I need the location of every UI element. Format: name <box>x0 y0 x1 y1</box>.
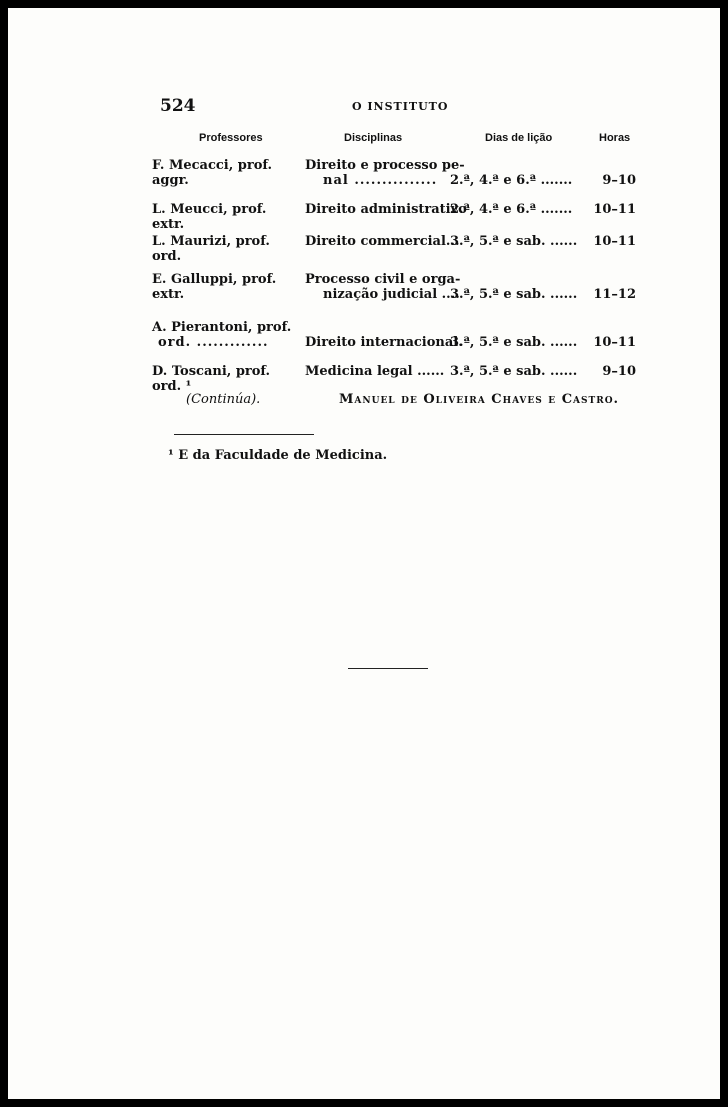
page-header <box>152 96 636 118</box>
column-header-professores: Professores <box>199 132 263 144</box>
row-horas: 11–12 <box>593 287 636 302</box>
row-horas: 9–10 <box>602 173 636 188</box>
row-horas: 10–11 <box>593 335 636 350</box>
footnote: ¹ E da Faculdade de Medicina. <box>168 448 388 463</box>
column-header-dias: Dias de lição <box>485 132 553 144</box>
running-title: O INSTITUTO <box>352 100 449 113</box>
row-disciplina: Processo civil e orga- nização judicial .... <box>305 272 461 302</box>
row-professor: E. Galluppi, prof. extr. <box>152 272 277 302</box>
row-dias: 2.ª, 4.ª e 6.ª ....... <box>450 173 573 188</box>
row-disciplina: Direito internacional. <box>305 335 463 350</box>
row-disciplina: Medicina legal ...... <box>305 364 445 379</box>
continua-note: (Continúa). <box>186 392 261 407</box>
signature-line <box>152 392 636 414</box>
table-row <box>152 364 636 392</box>
table-row <box>152 158 636 202</box>
row-horas: 10–11 <box>593 202 636 217</box>
table-row <box>152 202 636 234</box>
row-professor: L. Meucci, prof. extr. <box>152 202 267 232</box>
row-dias: 3.ª, 5.ª e sab. ...... <box>450 234 578 249</box>
row-professor: A. Pierantoni, prof. ord. ............. <box>152 320 292 350</box>
table-header <box>152 132 636 158</box>
section-divider <box>348 668 428 669</box>
row-professor: F. Mecacci, prof. aggr. <box>152 158 273 188</box>
row-professor: L. Maurizi, prof. ord. <box>152 234 270 264</box>
page-number: 524 <box>160 96 196 116</box>
author-name: Manuel de Oliveira Chaves e Castro. <box>339 392 620 407</box>
row-dias: 3.ª, 5.ª e sab. ...... <box>450 287 578 302</box>
row-horas: 9–10 <box>602 364 636 379</box>
row-horas: 10–11 <box>593 234 636 249</box>
row-professor: D. Toscani, prof. ord. ¹ <box>152 364 271 394</box>
row-dias: 3.ª, 5.ª e sab. ...... <box>450 335 578 350</box>
page <box>8 8 720 1099</box>
column-header-horas: Horas <box>599 132 631 144</box>
row-dias: 2.ª, 4.ª e 6.ª ....... <box>450 202 573 217</box>
table-row <box>152 234 636 272</box>
table-row <box>152 320 636 364</box>
row-disciplina: Direito e processo pe- nal ............... <box>305 158 465 188</box>
footnote-area <box>152 414 636 474</box>
row-disciplina: Direito administrativo <box>305 202 467 217</box>
row-dias: 3.ª, 5.ª e sab. ...... <box>450 364 578 379</box>
table-row <box>152 272 636 320</box>
footnote-rule <box>174 434 314 435</box>
column-header-disciplinas: Disciplinas <box>344 132 403 144</box>
page-content <box>152 96 636 474</box>
row-disciplina: Direito commercial... <box>305 234 460 249</box>
